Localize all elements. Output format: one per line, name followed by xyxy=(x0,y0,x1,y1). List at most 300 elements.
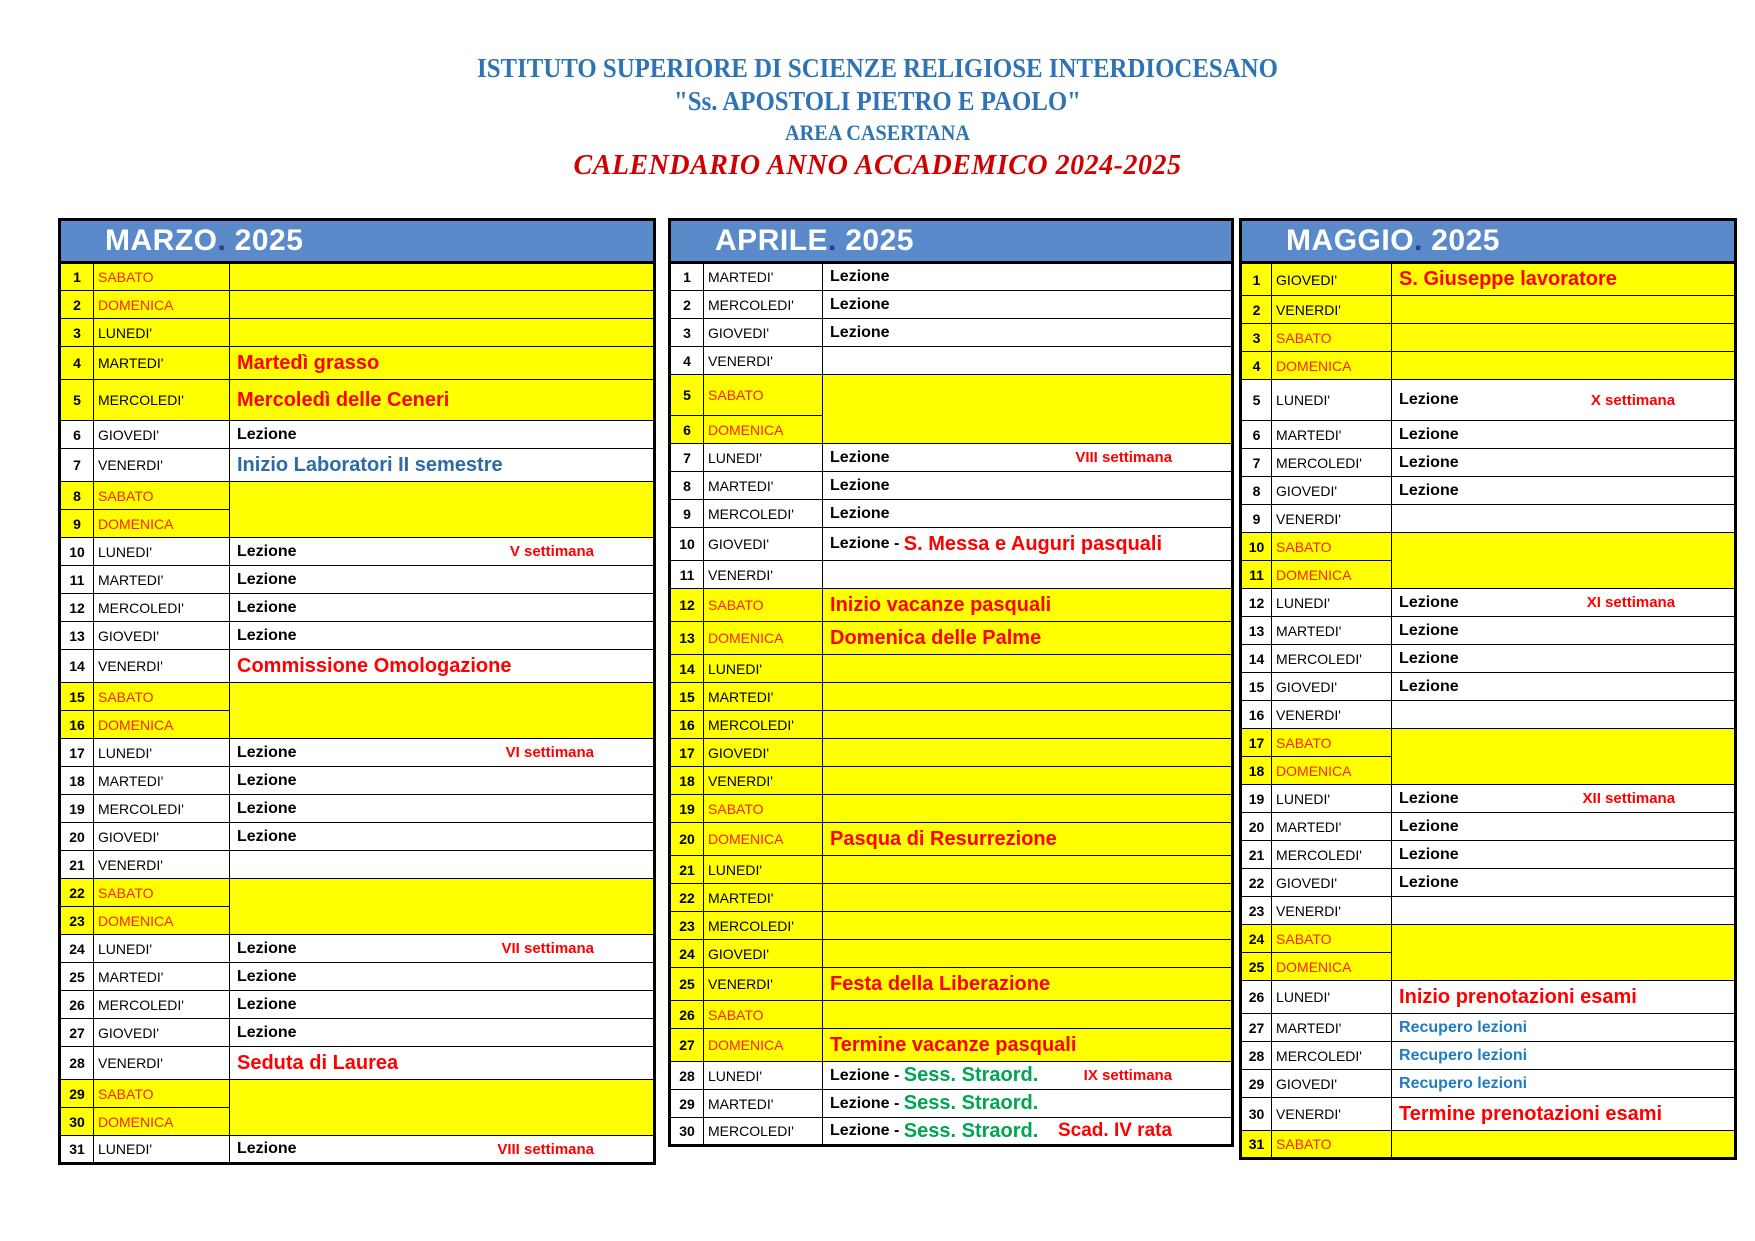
day-number: 6 xyxy=(1241,421,1272,449)
event-cell xyxy=(1392,981,1736,1014)
calendar-row-aprile-28 xyxy=(670,1062,1233,1090)
calendar-row-aprile-17 xyxy=(670,739,1233,767)
calendar-row-maggio-19 xyxy=(1241,785,1736,813)
calendar-row-marzo-3 xyxy=(60,319,655,347)
day-name: GIOVEDI' xyxy=(94,823,230,851)
event-text: Lezione xyxy=(237,939,297,957)
day-number: 16 xyxy=(670,711,704,739)
day-number: 7 xyxy=(1241,449,1272,477)
day-name: DOMENICA xyxy=(94,1108,230,1136)
event-cell xyxy=(1392,897,1736,925)
day-name: MARTEDI' xyxy=(704,884,823,912)
event-text: Martedì grasso xyxy=(237,351,380,374)
day-name: DOMENICA xyxy=(94,291,230,319)
day-name: MARTEDI' xyxy=(94,767,230,795)
week-label: V settimana xyxy=(509,543,595,560)
day-number: 12 xyxy=(60,594,94,622)
event-cell xyxy=(1392,505,1736,533)
day-number: 3 xyxy=(670,319,704,347)
day-number: 27 xyxy=(1241,1014,1272,1042)
day-name: GIOVEDI' xyxy=(94,421,230,449)
day-number: 29 xyxy=(1241,1070,1272,1098)
event-cell xyxy=(1392,869,1736,897)
event-cell xyxy=(823,1062,1233,1090)
day-number: 13 xyxy=(670,622,704,655)
day-name: LUNEDI' xyxy=(1272,380,1392,421)
event-text: Domenica delle Palme xyxy=(830,626,1042,649)
event-text: S. Giuseppe lavoratore xyxy=(1399,268,1617,290)
day-number: 5 xyxy=(670,375,704,416)
event-cell xyxy=(230,622,655,650)
day-number: 15 xyxy=(1241,673,1272,701)
day-name: MERCOLEDI' xyxy=(704,291,823,319)
day-name: VENERDI' xyxy=(1272,1098,1392,1131)
day-number: 14 xyxy=(60,650,94,683)
event-content xyxy=(830,449,1227,467)
event-content xyxy=(237,800,649,818)
calendar-row-aprile-30 xyxy=(670,1118,1233,1146)
day-number: 12 xyxy=(670,589,704,622)
month-name: APRILE xyxy=(715,224,829,257)
day-number: 9 xyxy=(60,510,94,538)
day-number: 13 xyxy=(1241,617,1272,645)
calendar-row-maggio-21 xyxy=(1241,841,1736,869)
day-number: 31 xyxy=(1241,1131,1272,1159)
calendar-row-aprile-10 xyxy=(670,528,1233,561)
day-number: 22 xyxy=(670,884,704,912)
day-name: MARTEDI' xyxy=(94,347,230,380)
event-cell xyxy=(230,963,655,991)
event-text: Lezione xyxy=(237,1140,297,1157)
event-content xyxy=(237,940,649,958)
day-name: MARTEDI' xyxy=(704,683,823,711)
day-name: SABATO xyxy=(1272,324,1392,352)
event-text: Commissione Omologazione xyxy=(237,654,512,677)
calendar-row-marzo-18 xyxy=(60,767,655,795)
day-name: MERCOLEDI' xyxy=(1272,449,1392,477)
day-name: VENERDI' xyxy=(94,1047,230,1080)
calendar-row-marzo-7 xyxy=(60,449,655,482)
event-text: Lezione xyxy=(237,771,297,789)
day-name: MERCOLEDI' xyxy=(94,380,230,421)
calendar-row-maggio-13 xyxy=(1241,617,1736,645)
calendar-row-aprile-7 xyxy=(670,444,1233,472)
day-number: 15 xyxy=(60,683,94,711)
day-name: MARTEDI' xyxy=(94,566,230,594)
event-text: Lezione xyxy=(1399,817,1459,835)
event-text: Inizio Laboratori II semestre xyxy=(237,453,503,476)
event-content xyxy=(1399,986,1730,1009)
calendar-row-marzo-11 xyxy=(60,566,655,594)
day-number: 18 xyxy=(670,767,704,795)
event-cell xyxy=(823,739,1233,767)
event-cell xyxy=(1392,421,1736,449)
day-number: 19 xyxy=(60,795,94,823)
day-number: 2 xyxy=(60,291,94,319)
calendar-row-maggio-5 xyxy=(1241,380,1736,421)
event-content xyxy=(830,594,1227,617)
event-cell xyxy=(230,449,655,482)
day-number: 10 xyxy=(670,528,704,561)
calendar-row-aprile-12 xyxy=(670,589,1233,622)
day-name: SABATO xyxy=(1272,1131,1392,1159)
day-number: 27 xyxy=(60,1019,94,1047)
day-name: DOMENICA xyxy=(704,1029,823,1062)
day-number: 2 xyxy=(670,291,704,319)
day-name: GIOVEDI' xyxy=(94,1019,230,1047)
event-cell xyxy=(1392,1070,1736,1098)
calendar-row-marzo-19 xyxy=(60,795,655,823)
event-cell xyxy=(823,444,1233,472)
calendar-row-aprile-21 xyxy=(670,856,1233,884)
day-number: 1 xyxy=(670,263,704,291)
day-number: 17 xyxy=(60,739,94,767)
day-number: 1 xyxy=(1241,263,1272,296)
day-name: SABATO xyxy=(704,795,823,823)
calendar-row-maggio-6 xyxy=(1241,421,1736,449)
event-cell xyxy=(1392,1098,1736,1131)
event-text: Termine vacanze pasquali xyxy=(830,1033,1077,1056)
event-cell xyxy=(823,528,1233,561)
event-content xyxy=(830,627,1227,650)
day-name: DOMENICA xyxy=(704,823,823,856)
calendar-row-maggio-14 xyxy=(1241,645,1736,673)
month-name: MAGGIO xyxy=(1286,224,1415,257)
event-content xyxy=(1399,594,1730,612)
event-cell xyxy=(1392,352,1736,380)
day-number: 7 xyxy=(670,444,704,472)
month-header-row xyxy=(1241,220,1736,263)
month-header-marzo xyxy=(60,220,655,263)
month-header-row xyxy=(670,220,1233,263)
event-cell xyxy=(823,968,1233,1001)
day-number: 19 xyxy=(670,795,704,823)
day-name: SABATO xyxy=(704,589,823,622)
event-cell xyxy=(823,655,1233,683)
event-text: Festa della Liberazione xyxy=(830,972,1051,995)
calendar-row-marzo-22 xyxy=(60,879,655,907)
calendar-row-aprile-20 xyxy=(670,823,1233,856)
week-label: X settimana xyxy=(1590,391,1676,409)
day-name: SABATO xyxy=(94,683,230,711)
event-text: Lezione - xyxy=(830,1122,904,1139)
event-text: Lezione - xyxy=(830,1094,904,1112)
day-name: MARTEDI' xyxy=(704,263,823,291)
event-cell xyxy=(823,622,1233,655)
event-cell xyxy=(823,1001,1233,1029)
calendar-row-marzo-5 xyxy=(60,380,655,421)
day-number: 13 xyxy=(60,622,94,650)
day-number: 30 xyxy=(60,1108,94,1136)
event-cell xyxy=(1392,1042,1736,1070)
event-text: Recupero lezioni xyxy=(1399,1018,1528,1036)
day-name: DOMENICA xyxy=(94,711,230,739)
day-name: VENERDI' xyxy=(1272,897,1392,925)
day-number: 19 xyxy=(1241,785,1272,813)
event-cell xyxy=(823,472,1233,500)
day-name: SABATO xyxy=(94,1080,230,1108)
event-content xyxy=(1399,426,1730,444)
calendar-row-maggio-17 xyxy=(1241,729,1736,757)
day-name: DOMENICA xyxy=(94,907,230,935)
week-label: Scad. IV rata xyxy=(1057,1120,1173,1141)
day-number: 23 xyxy=(1241,897,1272,925)
event-text: Lezione xyxy=(237,598,297,616)
day-name: LUNEDI' xyxy=(704,856,823,884)
day-name: LUNEDI' xyxy=(704,444,823,472)
event-content xyxy=(830,268,1227,286)
event-cell xyxy=(1392,1014,1736,1042)
event-cell xyxy=(230,739,655,767)
calendar-row-marzo-15 xyxy=(60,683,655,711)
event-cell xyxy=(1392,589,1736,617)
event-text: Lezione xyxy=(237,799,297,817)
event-text: Recupero lezioni xyxy=(1399,1046,1528,1064)
day-name: MERCOLEDI' xyxy=(94,795,230,823)
day-number: 31 xyxy=(60,1136,94,1164)
calendar-row-maggio-20 xyxy=(1241,813,1736,841)
event-text: S. Messa e Auguri pasquali xyxy=(903,532,1163,555)
calendar-row-marzo-31 xyxy=(60,1136,655,1164)
month-year: 2025 xyxy=(225,224,304,257)
event-content xyxy=(237,426,649,444)
event-content xyxy=(1399,846,1730,864)
event-cell xyxy=(230,650,655,683)
month-header-maggio xyxy=(1241,220,1736,263)
week-label: VI settimana xyxy=(505,744,595,761)
event-content xyxy=(237,1140,649,1158)
day-name: MERCOLEDI' xyxy=(1272,645,1392,673)
calendar-row-maggio-22 xyxy=(1241,869,1736,897)
event-cell xyxy=(1392,729,1736,785)
day-number: 4 xyxy=(670,347,704,375)
day-name: GIOVEDI' xyxy=(704,940,823,968)
day-name: GIOVEDI' xyxy=(1272,673,1392,701)
event-text: Lezione xyxy=(830,504,890,522)
calendar-row-aprile-2 xyxy=(670,291,1233,319)
month-title-dot: . xyxy=(828,224,837,257)
calendar-row-maggio-10 xyxy=(1241,533,1736,561)
calendar-row-aprile-16 xyxy=(670,711,1233,739)
day-number: 18 xyxy=(1241,757,1272,785)
event-cell xyxy=(230,594,655,622)
day-name: DOMENICA xyxy=(1272,953,1392,981)
month-table-maggio xyxy=(1239,218,1737,1160)
calendar-row-marzo-8 xyxy=(60,482,655,510)
day-number: 1 xyxy=(60,263,94,291)
event-cell xyxy=(823,683,1233,711)
calendar-row-marzo-13 xyxy=(60,622,655,650)
event-content xyxy=(1399,818,1730,836)
event-content xyxy=(237,655,649,678)
event-text: Lezione xyxy=(1399,425,1459,443)
event-content xyxy=(1399,790,1730,808)
event-content xyxy=(1399,678,1730,696)
month-table-marzo xyxy=(58,218,656,1165)
event-text: Lezione xyxy=(237,626,297,644)
day-name: MERCOLEDI' xyxy=(704,500,823,528)
event-cell xyxy=(1392,296,1736,324)
day-number: 11 xyxy=(60,566,94,594)
day-number: 9 xyxy=(670,500,704,528)
day-name: VENERDI' xyxy=(1272,505,1392,533)
event-cell xyxy=(1392,380,1736,421)
event-cell xyxy=(1392,813,1736,841)
event-text: Lezione xyxy=(237,425,297,443)
event-text: Lezione xyxy=(1399,789,1459,807)
month-title-dot: . xyxy=(217,224,226,257)
day-name: LUNEDI' xyxy=(704,1062,823,1090)
event-cell xyxy=(230,1080,655,1136)
day-name: DOMENICA xyxy=(94,510,230,538)
event-text: Lezione xyxy=(1399,621,1459,639)
event-cell xyxy=(823,319,1233,347)
day-name: SABATO xyxy=(94,482,230,510)
event-content xyxy=(237,599,649,617)
calendar-row-marzo-10 xyxy=(60,538,655,566)
calendar-row-marzo-20 xyxy=(60,823,655,851)
day-name: MERCOLEDI' xyxy=(704,1118,823,1146)
day-name: VENERDI' xyxy=(1272,701,1392,729)
calendar-row-aprile-8 xyxy=(670,472,1233,500)
day-number: 15 xyxy=(670,683,704,711)
day-number: 22 xyxy=(60,879,94,907)
day-number: 24 xyxy=(670,940,704,968)
day-number: 21 xyxy=(60,851,94,879)
calendar-row-aprile-29 xyxy=(670,1090,1233,1118)
event-content xyxy=(237,389,649,412)
event-content xyxy=(830,1120,1227,1143)
event-content xyxy=(237,744,649,762)
day-number: 27 xyxy=(670,1029,704,1062)
day-name: MERCOLEDI' xyxy=(1272,841,1392,869)
day-name: SABATO xyxy=(704,1001,823,1029)
calendar-row-aprile-27 xyxy=(670,1029,1233,1062)
event-content xyxy=(830,1092,1227,1115)
event-content xyxy=(830,296,1227,314)
event-content xyxy=(830,505,1227,523)
month-title-dot: . xyxy=(1414,224,1423,257)
day-number: 5 xyxy=(1241,380,1272,421)
calendar-row-maggio-7 xyxy=(1241,449,1736,477)
week-label: VIII settimana xyxy=(497,1140,595,1158)
event-text: Lezione - xyxy=(830,1066,904,1084)
event-text: Lezione xyxy=(1399,453,1459,471)
day-number: 28 xyxy=(670,1062,704,1090)
calendar-row-maggio-23 xyxy=(1241,897,1736,925)
day-name: VENERDI' xyxy=(1272,296,1392,324)
day-number: 17 xyxy=(1241,729,1272,757)
event-cell xyxy=(823,884,1233,912)
calendar-row-maggio-24 xyxy=(1241,925,1736,953)
day-name: LUNEDI' xyxy=(1272,785,1392,813)
event-content xyxy=(1399,482,1730,500)
day-name: DOMENICA xyxy=(704,416,823,444)
event-text: Lezione xyxy=(1399,481,1459,499)
event-content xyxy=(1399,1047,1730,1065)
day-number: 26 xyxy=(670,1001,704,1029)
day-name: MARTEDI' xyxy=(704,1090,823,1118)
event-content xyxy=(237,772,649,790)
event-cell xyxy=(1392,617,1736,645)
day-name: VENERDI' xyxy=(704,767,823,795)
day-name: GIOVEDI' xyxy=(1272,869,1392,897)
day-number: 17 xyxy=(670,739,704,767)
day-name: MARTEDI' xyxy=(94,963,230,991)
calendar-row-aprile-24 xyxy=(670,940,1233,968)
event-content xyxy=(1399,268,1730,291)
day-name: LUNEDI' xyxy=(94,1136,230,1164)
day-name: LUNEDI' xyxy=(94,935,230,963)
day-number: 20 xyxy=(670,823,704,856)
months-container xyxy=(0,218,1755,1165)
event-text: Lezione xyxy=(237,570,297,588)
event-text: Sess. Straord. xyxy=(903,1064,1039,1086)
day-number: 23 xyxy=(60,907,94,935)
calendar-row-marzo-14 xyxy=(60,650,655,683)
day-name: LUNEDI' xyxy=(1272,589,1392,617)
day-name: GIOVEDI' xyxy=(94,622,230,650)
calendar-row-marzo-17 xyxy=(60,739,655,767)
day-number: 29 xyxy=(60,1080,94,1108)
event-content xyxy=(1399,391,1730,409)
event-text: Lezione xyxy=(237,827,297,845)
calendar-row-maggio-29 xyxy=(1241,1070,1736,1098)
event-text: Seduta di Laurea xyxy=(237,1051,399,1074)
event-cell xyxy=(823,500,1233,528)
calendar-row-aprile-18 xyxy=(670,767,1233,795)
day-number: 26 xyxy=(60,991,94,1019)
week-label: XII settimana xyxy=(1582,790,1676,807)
event-cell xyxy=(1392,673,1736,701)
event-content xyxy=(237,454,649,477)
day-name: GIOVEDI' xyxy=(1272,477,1392,505)
day-number: 24 xyxy=(60,935,94,963)
calendar-row-maggio-16 xyxy=(1241,701,1736,729)
area-label: AREA CASERTANA xyxy=(784,120,971,145)
event-cell xyxy=(230,1136,655,1164)
event-text: Lezione xyxy=(830,295,890,313)
event-content xyxy=(237,1024,649,1042)
event-text: Lezione xyxy=(1399,649,1459,667)
day-number: 8 xyxy=(60,482,94,510)
event-cell xyxy=(1392,324,1736,352)
calendar-row-aprile-13 xyxy=(670,622,1233,655)
event-cell xyxy=(230,879,655,935)
day-number: 30 xyxy=(1241,1098,1272,1131)
event-content xyxy=(237,996,649,1014)
day-name: SABATO xyxy=(94,879,230,907)
event-cell xyxy=(230,291,655,319)
event-cell xyxy=(1392,263,1736,296)
calendar-row-maggio-31 xyxy=(1241,1131,1736,1159)
week-label: VIII settimana xyxy=(1075,449,1173,466)
event-cell xyxy=(230,482,655,538)
event-content xyxy=(237,1052,649,1075)
event-cell xyxy=(1392,925,1736,981)
calendar-row-marzo-25 xyxy=(60,963,655,991)
event-text: Lezione xyxy=(1399,391,1459,408)
day-number: 6 xyxy=(60,421,94,449)
month-header-aprile xyxy=(670,220,1233,263)
event-cell xyxy=(823,795,1233,823)
calendar-row-aprile-5 xyxy=(670,375,1233,416)
event-cell xyxy=(230,935,655,963)
month-year: 2025 xyxy=(836,224,914,257)
event-content xyxy=(830,477,1227,495)
month-name: MARZO xyxy=(105,224,218,257)
event-cell xyxy=(230,263,655,291)
